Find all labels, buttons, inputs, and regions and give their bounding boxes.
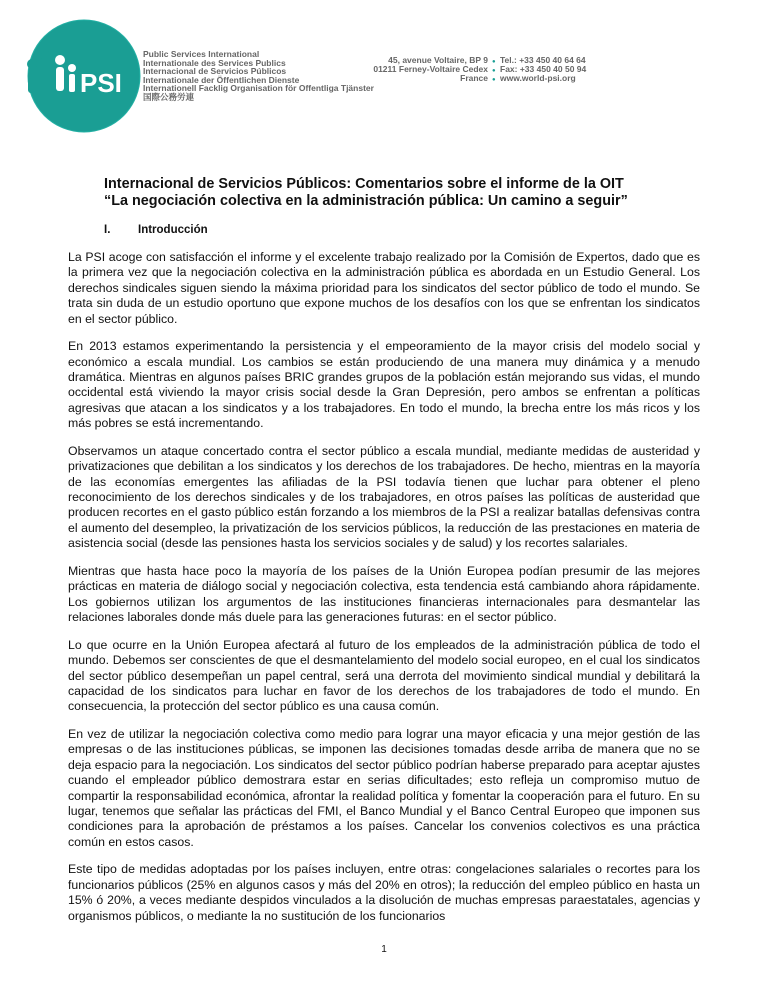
fax: Fax: +33 450 40 50 94	[500, 64, 587, 75]
section-number: I.	[104, 224, 111, 236]
separator-bullets	[492, 58, 496, 86]
bullet-icon: ●	[492, 59, 496, 65]
organization-names	[143, 50, 374, 102]
title-line: “La negociación colectiva en la administración pública: Un camino a seguir”	[104, 193, 628, 209]
paragraph: Mientras que hasta hace poco la mayoría de los países de la Unión Europea podían presumir de las mejores prácticas en materia de diálogo social y negociación colectiva, esta tendencia está cambiando ahora rápidamente. Los gobiernos utilizan los argumentos de las instituciones financieras internacionales para desmantelar las relaciones laborales donde más duele para las generaciones futuras: en el sector público.	[68, 563, 700, 625]
paragraph: Observamos un ataque concertado contra el sector público a escala mundial, mediante medidas de austeridad y privatizaciones que debilitan a los sindicatos y los derechos de los trabajadores. De hecho, mientras en la mayoría de las economías emergentes las afiliadas de la PSI todavía tienen que luchar para obtener el pleno reconocimiento de los derechos sindicales y de los trabajadores, en otros países las políticas de austeridad que producen recortes en el gasto público están forzando a los miembros de la PSI a realizar batallas defensivas contra el aumento del desempleo, la privatización de los servicios públicos, la reducción de las prestaciones en materia de asistencia social (desde las pensiones hasta los servicios sociales y de salud) y los recortes salariales.	[68, 443, 700, 551]
org-name: 国際公務労連	[143, 91, 195, 102]
page-number: 1	[381, 944, 387, 955]
postal-address	[373, 56, 488, 84]
paragraph: En vez de utilizar la negociación colectiva como medio para lograr una mayor eficacia y una mejor gestión de las empresas o de las instituciones públicas, se imponen las decisiones tomadas desde arriba de manera que no se deja espacio para la negociación. Los sindicatos del sector público podrían haberse preparado para aceptar ajustes cuando el empleador público demostrara estar en serias dificultades; esto refleja un compromiso mutuo de compartir la responsabilidad económica, afrontar la realidad política y fomentar la cooperación para el futuro. En su lugar, tenemos que señalar las prácticas del FMI, el Banco Mundial y el Banco Central Europeo que imponen sus condiciones para la aprobación de préstamos a los países. Cancelar los convenios colectivos es una práctica común en estos casos.	[68, 726, 700, 849]
org-name: Public Services International	[143, 49, 260, 59]
paragraph: La PSI acoge con satisfacción el informe y el excelente trabajo realizado por la Comisión de Expertos, dado que es la primera vez que la negociación colectiva en la administración pública es abordada en un Estudio General. Los derechos sindicales siguen siendo la máxima prioridad para los sindicatos del sector público de todo el mundo. Se trata sin duda de un estudio oportuno que expone muchos de los desafíos con los que se enfrentan los sindicatos en el sector público.	[68, 250, 700, 326]
document-body	[68, 250, 700, 936]
title-line: Internacional de Servicios Públicos: Comentarios sobre el informe de la OIT	[104, 176, 624, 192]
bullet-icon: ●	[492, 68, 496, 75]
address-line: France	[460, 73, 488, 84]
org-name: Internacional de Servicios Públicos	[143, 66, 287, 77]
letterhead	[0, 0, 768, 130]
psi-logo-icon	[20, 16, 142, 136]
paragraph: Este tipo de medidas adoptadas por los países incluyen, entre otras: congelaciones salariales o recortes para los funcionarios públicos (25% en algunos casos y más del 20% en otros); la reducción del empleo público en hasta un 15% ó 20%, a veces mediante despidos vinculados a la disolución de muchas empresas paraestatales, agencias y organismos públicos, o mediante la no sustitución de los funcionarios	[68, 862, 700, 923]
section-label: Introducción	[138, 224, 208, 236]
org-name: Internationell Facklig Organisation för Offentliga Tjänster	[143, 83, 374, 94]
website-link[interactable]: www.world-psi.org	[500, 73, 576, 84]
bullet-icon: ●	[492, 77, 496, 84]
paragraph: En 2013 estamos experimentando la persistencia y el empeoramiento de la mayor crisis del modelo social y económico a escala mundial. Los cambios se están produciendo de una manera muy dinámica y a menudo dramática. Mientras en algunos países BRIC grandes grupos de la población están mejorando sus vidas, el mundo occidental está viviendo la mayor crisis social desde la Gran Depresión, pero ambos se enfrentan a políticas agresivas que atacan a los sindicatos y a los trabajadores. En todo el mundo, la brecha entre los más ricos y los más pobres se está incrementando.	[68, 339, 700, 431]
section-heading	[104, 224, 208, 236]
address-line: 01211 Ferney-Voltaire Cedex	[373, 64, 488, 75]
org-name: Internationale der Öffentlichen Dienste	[143, 74, 300, 85]
paragraph: Lo que ocurre en la Unión Europea afectará al futuro de los empleados de la administración pública de todo el mundo. Debemos ser conscientes de que el desmantelamiento del modelo social europeo, en el cual los sindicatos del sector público desempeñan un papel central, será una derrota del movimiento sindical mundial y debilitará la capacidad de los sindicatos para luchar en favor de los derechos de los trabajadores de todo el mundo. En consecuencia, la protección del sector público es una causa común.	[68, 637, 700, 714]
contact-info	[500, 56, 586, 84]
phone: Tel.: +33 450 40 64 64	[500, 55, 586, 65]
document-title	[104, 176, 704, 210]
org-name: Internationale des Services Publics	[143, 57, 286, 68]
address-line: 45, avenue Voltaire, BP 9	[388, 55, 488, 65]
logo-text: PSI	[80, 68, 122, 98]
